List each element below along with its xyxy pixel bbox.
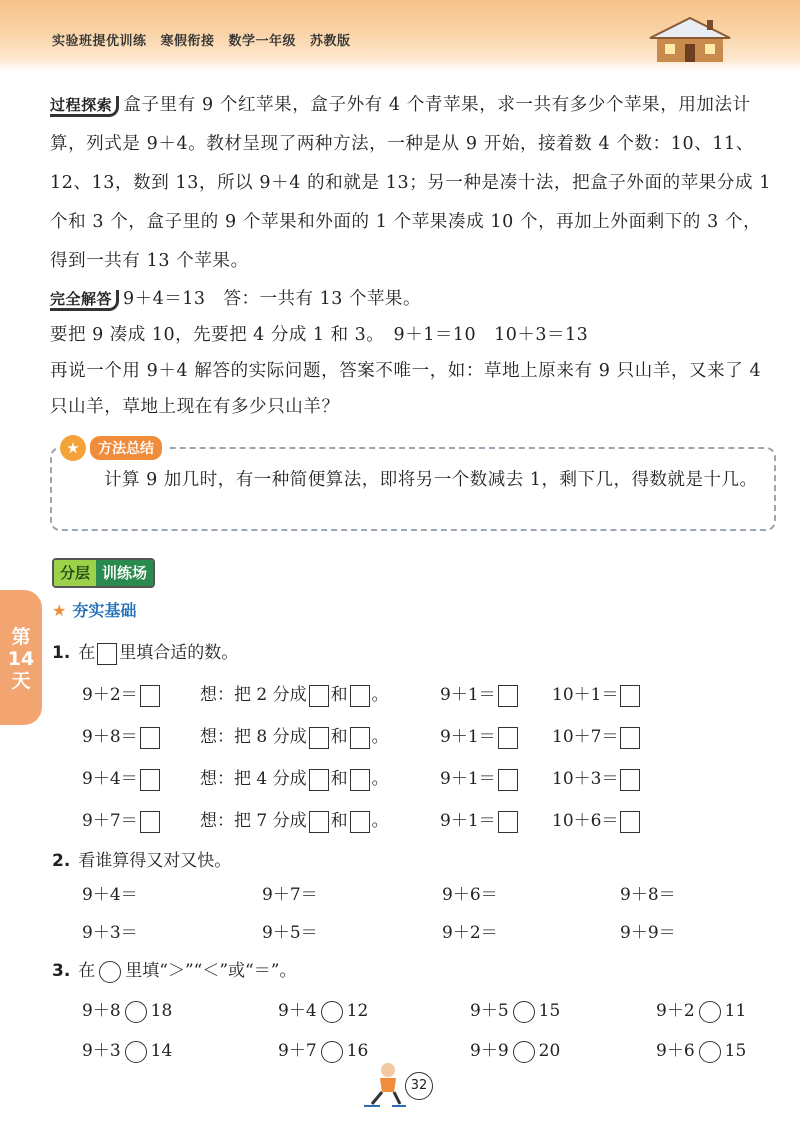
answer-box[interactable] (350, 685, 370, 707)
skater-icon (360, 1060, 410, 1110)
header-subtitle: 寒假衔接 (160, 34, 215, 49)
header-edition: 苏教版 (310, 34, 351, 49)
answer-box[interactable] (309, 727, 329, 749)
q1-step-1: 9＋1＝ (440, 806, 520, 833)
q3-item: 9＋8 18 (82, 1001, 173, 1021)
explore-tag: 过程探索 (50, 96, 119, 117)
answer-box[interactable] (309, 769, 329, 791)
answer-box[interactable] (309, 811, 329, 833)
answer-box[interactable] (620, 769, 640, 791)
compare-circle (99, 961, 121, 983)
q1-step-2: 10＋1＝ (552, 680, 642, 707)
explore-text: 盒子里有 9 个红苹果，盒子外有 4 个青苹果，求一共有多少个苹果，用加法计算，列式是 9＋4。教材呈现了两种方法，一种是从 9 开始，接着数 4 个数：10、11、12、13，数到 13，所以 9＋4 的和就是 13；另一种是凑十法，把盒子外面的苹果分成 1 个和 3 个，盒子里的 9 个苹果和外面的 1 个苹果凑成 10 个，再加上外面剩下的 3 个，得到一共有 13 个苹果。 (50, 95, 771, 271)
answer-text-1: 9＋4＝13 答：一共有 13 个苹果。 (123, 289, 421, 309)
q1-step-1: 9＋1＝ (440, 764, 520, 791)
section-label-a: 分层 (54, 560, 96, 586)
q1-think: 想：把 8 分成 和 。 (200, 727, 389, 747)
q1-think: 想：把 2 分成 和 。 (200, 685, 389, 705)
side-tab-line1: 第 (11, 626, 31, 648)
answer-box[interactable] (498, 727, 518, 749)
q2-item[interactable]: 9＋6＝ (442, 885, 498, 905)
summary-label: 方法总结 (90, 436, 162, 460)
answer-box[interactable] (498, 811, 518, 833)
summary-text: 计算 9 加几时，有一种简便算法，即将另一个数减去 1，剩下几，得数就是十几。 (104, 470, 758, 490)
answer-box[interactable] (498, 769, 518, 791)
compare-circle[interactable] (699, 1001, 721, 1023)
question-1-title: 1. 在 里填合适的数。 (52, 643, 239, 663)
method-summary-box (50, 439, 776, 531)
answer-box[interactable] (350, 811, 370, 833)
q3-item: 9＋7 16 (278, 1041, 369, 1061)
q1-step-1: 9＋1＝ (440, 722, 520, 749)
q1-equation: 9＋8＝ (82, 722, 162, 749)
explore-paragraph (50, 86, 775, 281)
subsection-title: ★ 夯实基础 (52, 601, 137, 620)
q1-step-2: 10＋3＝ (552, 764, 642, 791)
compare-circle[interactable] (321, 1001, 343, 1023)
page-number: 32 (405, 1072, 433, 1100)
q3-item: 9＋3 14 (82, 1041, 173, 1061)
snow-house-icon (645, 14, 735, 64)
answer-box[interactable] (140, 685, 160, 707)
answer-line-3: 再说一个用 9＋4 解答的实际问题，答案不唯一，如：草地上原来有 9 只山羊，又来了 4 只山羊，草地上现在有多少只山羊？ (50, 361, 762, 417)
section-label-b: 训练场 (96, 560, 153, 586)
answer-box[interactable] (140, 727, 160, 749)
answer-box[interactable] (350, 769, 370, 791)
answer-box[interactable] (309, 685, 329, 707)
q3-item: 9＋6 15 (656, 1041, 747, 1061)
q1-step-1: 9＋1＝ (440, 680, 520, 707)
q2-item[interactable]: 9＋7＝ (262, 885, 318, 905)
q3-item: 9＋2 11 (656, 1001, 747, 1021)
compare-circle[interactable] (699, 1041, 721, 1063)
q1-step-2: 10＋7＝ (552, 722, 642, 749)
side-tab-line2: 14 (7, 648, 35, 670)
compare-circle[interactable] (125, 1041, 147, 1063)
compare-circle[interactable] (513, 1001, 535, 1023)
q1-step-2: 10＋6＝ (552, 806, 642, 833)
summary-badge (60, 435, 166, 461)
star-icon: ★ (60, 435, 86, 461)
answer-box[interactable] (140, 769, 160, 791)
q1-equation: 9＋7＝ (82, 806, 162, 833)
q1-think: 想：把 4 分成 和 。 (200, 769, 389, 789)
header-subject: 数学一年级 (228, 34, 297, 49)
answer-box[interactable] (350, 727, 370, 749)
compare-circle[interactable] (513, 1041, 535, 1063)
series-title: 实验班提优训练 (52, 34, 147, 49)
q3-item: 9＋4 12 (278, 1001, 369, 1021)
day-side-tab (0, 590, 42, 725)
answer-box[interactable] (620, 685, 640, 707)
compare-circle[interactable] (321, 1041, 343, 1063)
question-2-title: 2. 看谁算得又对又快。 (52, 851, 232, 871)
q1-equation: 9＋2＝ (82, 680, 162, 707)
q2-item[interactable]: 9＋4＝ (82, 885, 138, 905)
answer-box[interactable] (498, 685, 518, 707)
q2-item[interactable]: 9＋2＝ (442, 923, 498, 943)
answer-box (97, 643, 117, 665)
q2-item[interactable]: 9＋8＝ (620, 885, 676, 905)
q2-item[interactable]: 9＋5＝ (262, 923, 318, 943)
q1-equation: 9＋4＝ (82, 764, 162, 791)
page-header (0, 0, 800, 72)
answer-box[interactable] (620, 727, 640, 749)
q2-item[interactable]: 9＋3＝ (82, 923, 138, 943)
answer-box[interactable] (620, 811, 640, 833)
answer-tag: 完全解答 (50, 290, 119, 311)
side-tab-line3: 天 (11, 670, 31, 692)
question-3-title: 3. 在 里填“＞”“＜”或“＝”。 (52, 961, 297, 981)
page-footer (360, 1060, 450, 1110)
q3-item: 9＋5 15 (470, 1001, 561, 1021)
explanation-block (50, 86, 775, 425)
q3-item: 9＋9 20 (470, 1041, 561, 1061)
answer-box[interactable] (140, 811, 160, 833)
answer-line-2: 要把 9 凑成 10，先要把 4 分成 1 和 3。 9＋1＝10 10＋3＝13 (50, 325, 589, 345)
answer-line-1 (50, 281, 775, 317)
header-title (52, 30, 365, 49)
q2-item[interactable]: 9＋9＝ (620, 923, 676, 943)
star-icon: ★ (52, 601, 67, 620)
training-section-badge (52, 558, 155, 588)
compare-circle[interactable] (125, 1001, 147, 1023)
q1-think: 想：把 7 分成 和 。 (200, 811, 389, 831)
